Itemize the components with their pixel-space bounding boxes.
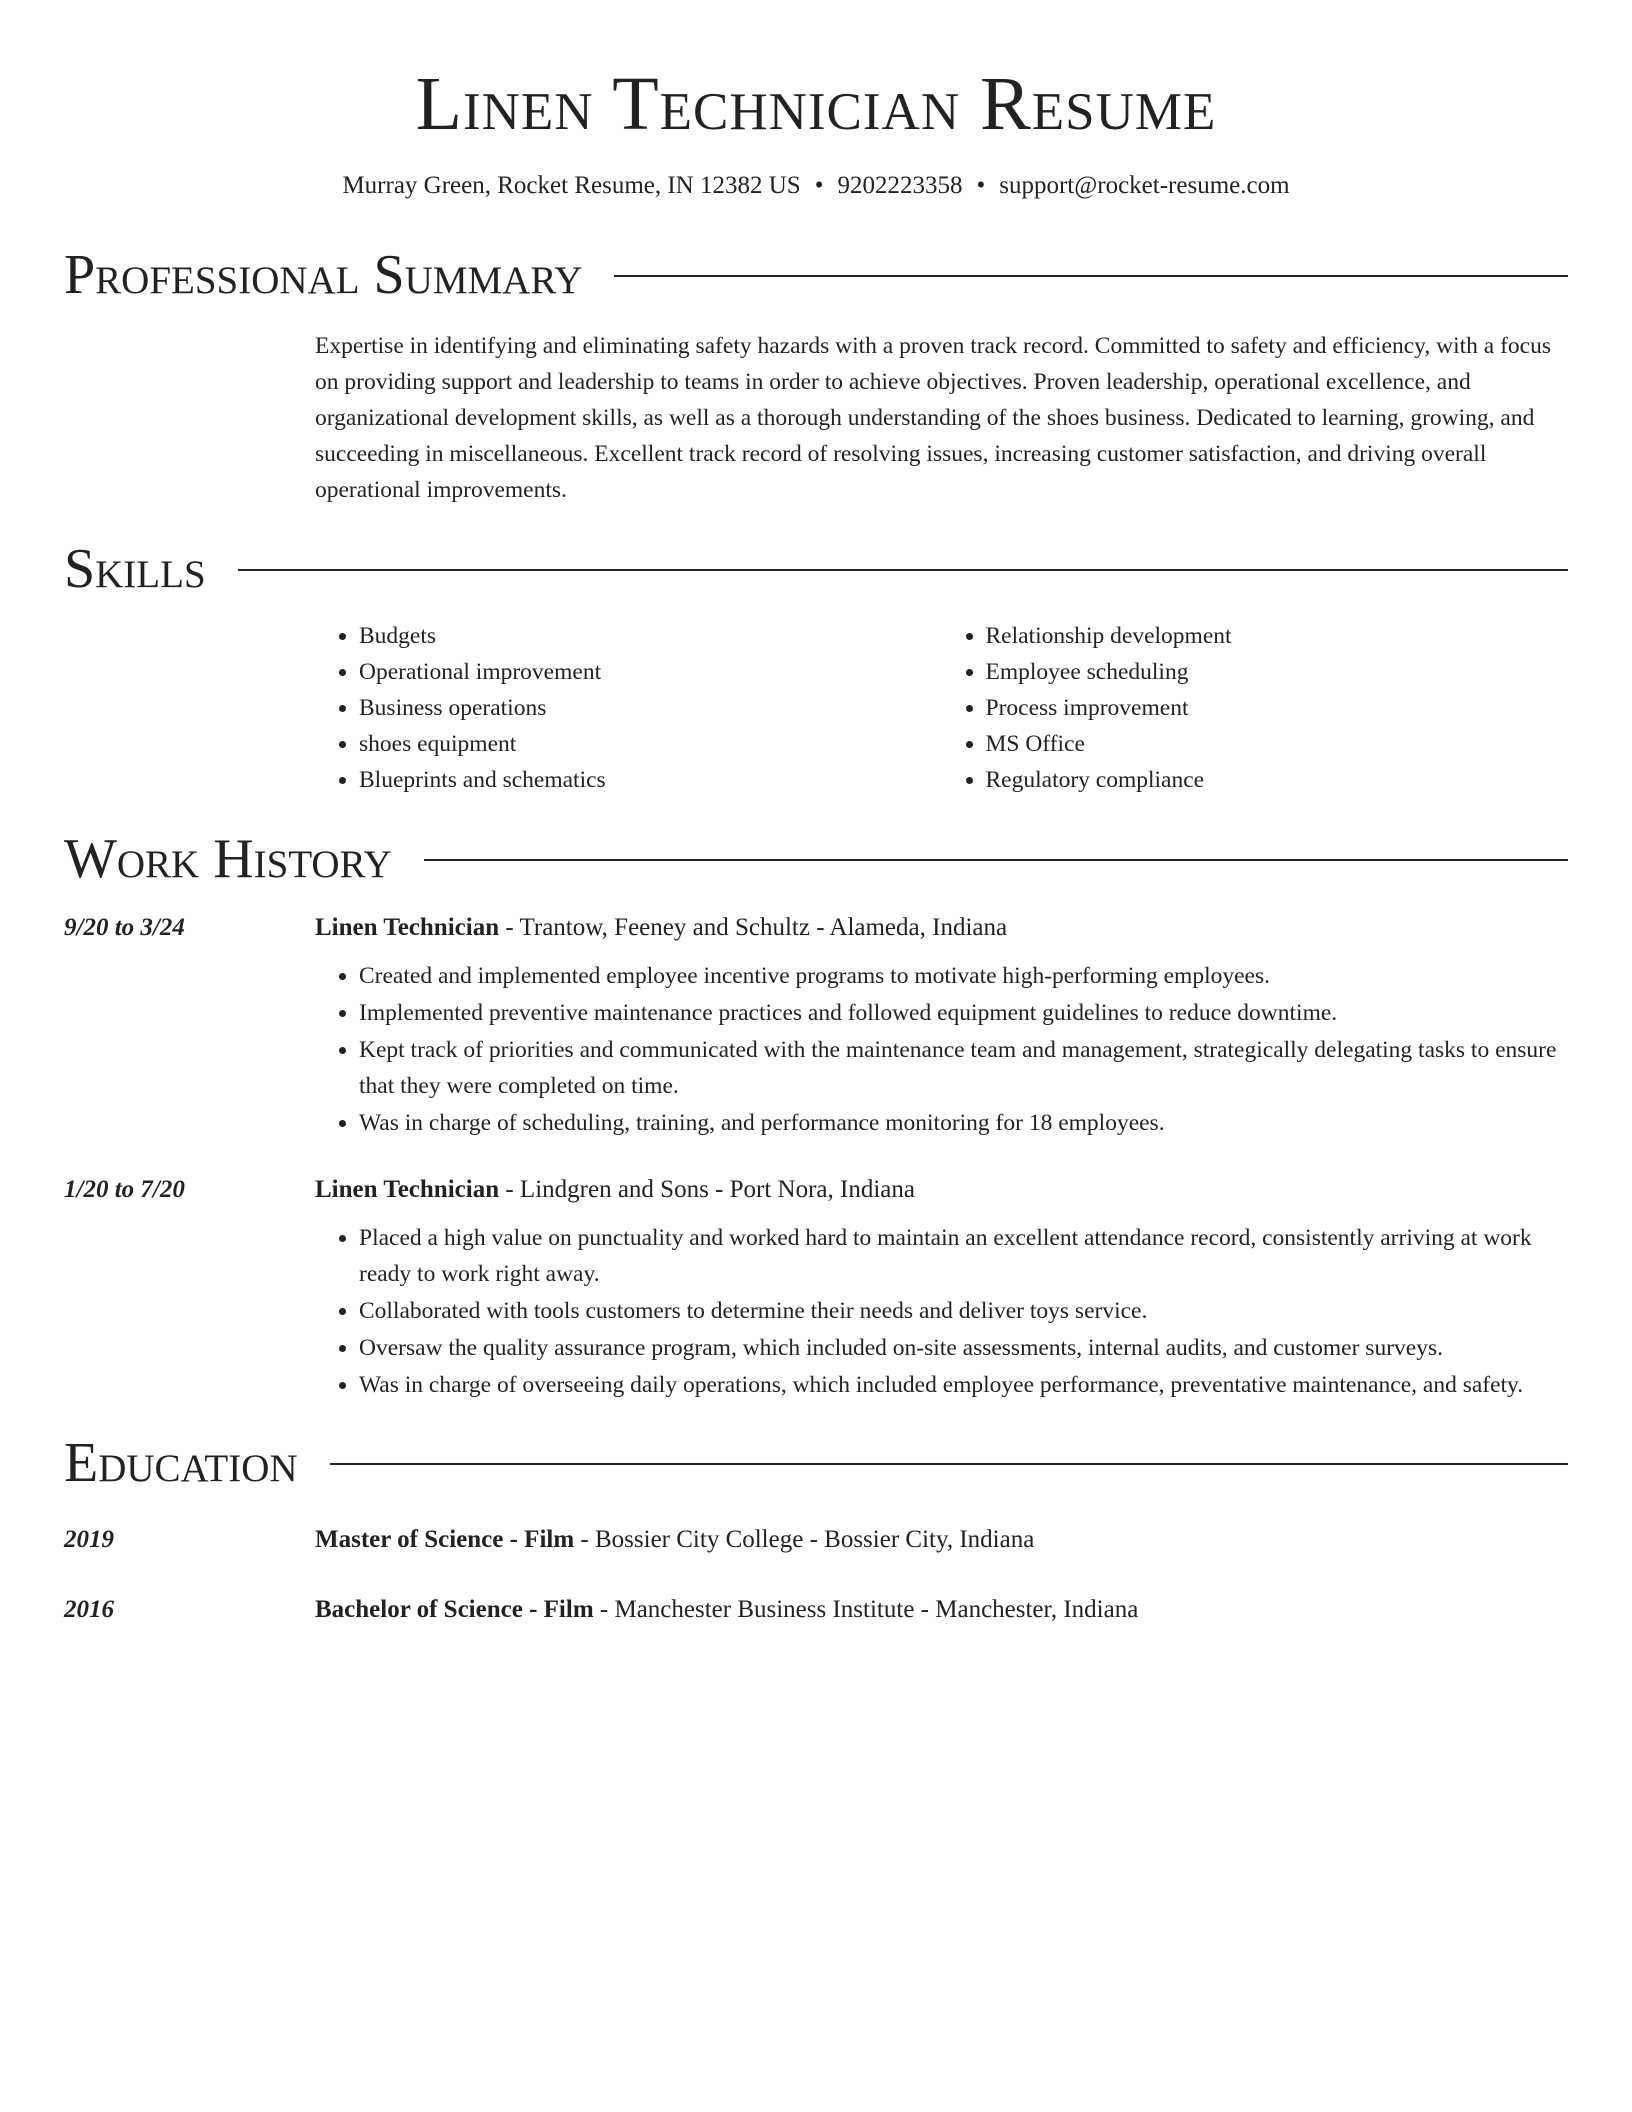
education-year: 2019 xyxy=(64,1526,114,1553)
job-bullet: • Collaborated with tools customers to determine their needs and deliver toys service. xyxy=(359,1293,1568,1329)
skill-item: • Operational improvement xyxy=(359,654,942,690)
contact-separator: • xyxy=(814,172,824,199)
education-line xyxy=(315,1520,1568,1560)
education-section-header xyxy=(64,1430,1568,1496)
job-bullet: • Kept track of priorities and communicated with the maintenance team and management, strategically delegating tasks to ensure that they were completed on time. xyxy=(359,1032,1568,1104)
job-entry xyxy=(64,1170,1568,1404)
skills-heading: Skills xyxy=(64,538,206,600)
skill-item: • Business operations xyxy=(359,690,942,726)
job-title-line xyxy=(315,908,1568,948)
skill-item: • Employee scheduling xyxy=(986,654,1569,690)
job-title: Linen Technician xyxy=(315,914,500,941)
job-title: Linen Technician xyxy=(315,1176,500,1203)
contact-separator: • xyxy=(976,172,986,199)
job-bullets xyxy=(315,1220,1568,1403)
skill-item: • MS Office xyxy=(986,726,1569,762)
job-dates: 1/20 to 7/20 xyxy=(64,1176,185,1203)
contact-phone: 9202223358 xyxy=(837,172,963,199)
education-school: - Bossier City College - Bossier City, Indiana xyxy=(574,1526,1035,1553)
skills-section-header xyxy=(64,536,1568,602)
contact-email: support@rocket-resume.com xyxy=(999,172,1290,199)
skills-list xyxy=(315,618,1568,798)
education-degree: Bachelor of Science - Film xyxy=(315,1596,594,1623)
contact-address: Murray Green, Rocket Resume, IN 12382 US xyxy=(342,172,801,199)
education-year: 2016 xyxy=(64,1596,114,1623)
job-title-line xyxy=(315,1170,1568,1210)
job-bullet: • Was in charge of scheduling, training, and performance monitoring for 18 employees. xyxy=(359,1105,1568,1141)
skill-item: • shoes equipment xyxy=(359,726,942,762)
contact-line xyxy=(64,170,1568,202)
job-employer: - Trantow, Feeney and Schultz - Alameda, Indiana xyxy=(499,914,1008,941)
skills-column-left xyxy=(315,618,942,798)
education-entry xyxy=(64,1590,1568,1630)
education-heading: Education xyxy=(64,1432,298,1494)
skill-item: • Relationship development xyxy=(986,618,1569,654)
summary-section-header xyxy=(64,242,1568,308)
section-divider xyxy=(614,275,1568,277)
section-divider xyxy=(238,569,1568,571)
education-degree: Master of Science - Film xyxy=(315,1526,575,1553)
skills-column-right xyxy=(942,618,1569,798)
section-divider xyxy=(424,859,1568,861)
job-bullets xyxy=(315,958,1568,1141)
work-heading: Work History xyxy=(64,828,392,890)
summary-text: Expertise in identifying and eliminating safety hazards with a proven track record. Committed to safety and efficiency, with a focus on providing support and leadership to teams in order to achieve objectives. Proven leadership, operational excellence, and organizational development skills, as well as a thorough understanding of the shoes business. Dedicated to learning, growing, and succeeding in miscellaneous. Excellent track record of resolving issues, increasing customer satisfaction, and driving overall operational improvements. xyxy=(315,333,1551,503)
job-bullet: • Created and implemented employee incentive programs to motivate high-performing employees. xyxy=(359,958,1568,994)
job-bullet: • Oversaw the quality assurance program, which included on-site assessments, internal audits, and customer surveys. xyxy=(359,1330,1568,1366)
work-section-header xyxy=(64,826,1568,892)
resume-title: Linen Technician Resume xyxy=(415,62,1217,146)
section-divider xyxy=(330,1463,1568,1465)
skill-item: • Regulatory compliance xyxy=(986,762,1569,798)
job-bullet: • Implemented preventive maintenance practices and followed equipment guidelines to reduce downtime. xyxy=(359,995,1568,1031)
job-bullet: • Placed a high value on punctuality and worked hard to maintain an excellent attendance record, consistently arriving at work ready to work right away. xyxy=(359,1220,1568,1292)
job-bullet: • Was in charge of overseeing daily operations, which included employee performance, preventative maintenance, and safety. xyxy=(359,1367,1568,1403)
education-line xyxy=(315,1590,1568,1630)
job-entry xyxy=(64,908,1568,1142)
education-school: - Manchester Business Institute - Manchester, Indiana xyxy=(593,1596,1139,1623)
job-dates: 9/20 to 3/24 xyxy=(64,914,185,941)
job-employer: - Lindgren and Sons - Port Nora, Indiana xyxy=(499,1176,915,1203)
skill-item: • Process improvement xyxy=(986,690,1569,726)
summary-heading: Professional Summary xyxy=(64,244,583,306)
education-entry xyxy=(64,1520,1568,1560)
skill-item: • Blueprints and schematics xyxy=(359,762,942,798)
skill-item: • Budgets xyxy=(359,618,942,654)
